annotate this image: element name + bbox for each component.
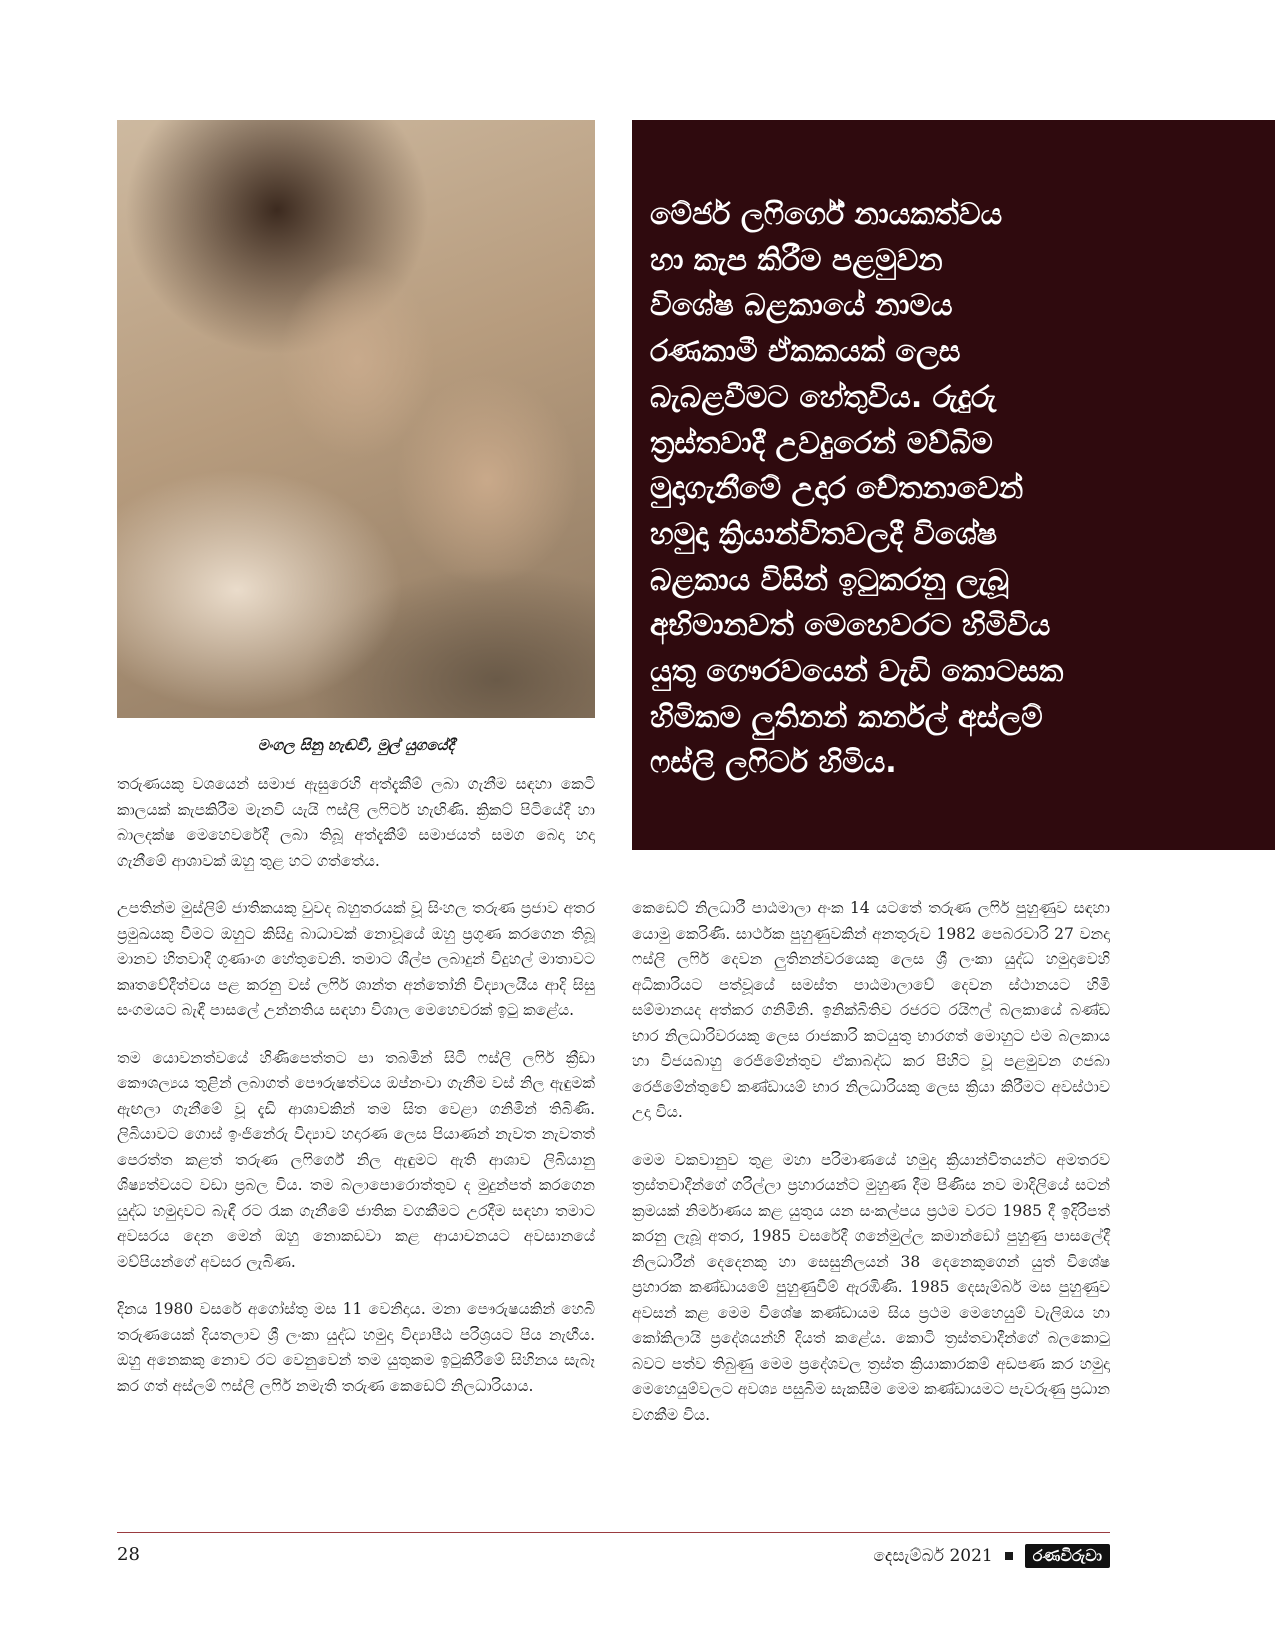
square-bullet-icon <box>1005 1552 1013 1560</box>
magazine-logo: රණවිරුවා <box>1025 1544 1110 1568</box>
photo-caption: මංගල සිනු හැඬවී, මුල් යුගයේදී <box>257 736 455 754</box>
pull-quote-box <box>632 120 1275 850</box>
footer-issue <box>873 1544 1110 1568</box>
paragraph: කෙඩෙට් නිලධාරී පාඨමාලා අංක 14 යටතේ තරුණ ලෆිර් පුහුණුව සඳහා යොමු කෙරිණි. සාර්ථක පුහුණුවකින් අනතුරුව 1982 පෙබරවාරි 27 වනදා ෆස්ලි ලෆිර් දෙවන ලුතිනන්වරයෙකු ලෙස ශ්‍රී ලංකා යුද්ධ හමුදාවෙහි අධිකාරියට පත්වූයේ සමස්ත පාඨමාලාවේ දෙවන ස්ථානයට හිමි සම්මානයද අත්කර ගනිමිනි. ඉනික්බිතිව රජරට රයිෆල් බලකායේ බණ්ඩ භාර නිලධාරිවරයකු ලෙස රාජකාරි කටයුතු භාරගත් මොහුට එම බලකාය හා විජයබාහු රෙජිමේන්තුව ඒකාබද්ධ කර පිහිට වූ පළමුවන ගජබා රෙජිමේන්තුවේ කණ්ඩායම් භාර නිලධාරියකු ලෙස ක්‍රියා කිරීමට අවස්ථාව උදා විය. <box>632 899 1110 1121</box>
right-column <box>632 896 1110 1450</box>
issue-date: දෙසැම්බර් 2021 <box>873 1546 993 1566</box>
paragraph: තරුණයකු වශයෙන් සමාජ ඇසුරෙහි අත්දැකීම් ලබා ගැනීම සඳහා කෙටි කාලයක් කැපකිරීම මැනවි යැයි ෆස්ලි ලෆිර්ට හැඟිණි. ක්‍රිකට් පිටියේදී හා බාලදක්ෂ මෙහෙවරේදී ලබා තිබූ අත්දැකීම් සමාජයත් සමග බෙදා හදා ගැනීමේ ආශාවක් ඔහු තුළ හට ගත්තේය. <box>117 775 595 870</box>
paragraph: උපතින්ම මුස්ලිම් ජාතිකයකු වුවද බහුතරයක් වූ සිංහල තරුණ ප්‍රජාව අතර ප්‍රමුඛයකු වීමට ඔහුට කිසිදු බාධාවක් නොවූයේ ඔහු ප්‍රගුණ කරගෙන තිබූ මානව හිතවාදී ගුණාංග හේතුවෙනි. තමාට ශිල්ප ලබාදුන් විදුහල් මාතාවට කෘතවේදීත්වය පළ කරනු වස් ලෆිර් ශාන්ත අන්තෝනි විද්‍යාලයීය ආදි සිසු සංගමයට බැඳී පාසලේ උන්නතිය සඳහා විශාල මෙහෙවරක් ඉටු කළේය. <box>117 899 595 1019</box>
footer-rule <box>117 1532 1110 1533</box>
couple-photo <box>117 120 595 718</box>
page-number: 28 <box>117 1544 140 1565</box>
paragraph: තම යොවනත්වයේ හිණිපෙත්තට පා තබමින් සිටි ෆස්ලි ලෆිර් ක්‍රීඩා කෞශල්‍යය තුළින් ලබාගත් පෞරුෂත්වය ඔප්නංවා ගැනීම වස් නිල ඇඳුමක් ඇඟලා ගැනීමේ වූ දැඩි ආශාවකින් තම සිත වෙළා ගනිමින් තිබිණි. ලිබියාවට ගොස් ඉංජිනේරු විද්‍යාව හදාරණ ලෙස පියාණන් නැවත නැවතත් පෙරත්ත කළත් තරුණ ලෆිර්ගේ නිල ඇඳුමට ඇති ආශාව ලිබියානු ශිෂ්‍යත්වයට වඩා ප්‍රබල විය. තම බලාපොරොත්තුව ද මුදුන්පත් කරගෙන යුද්ධ හමුදාවට බැඳී රට රැක ගැනීමේ ජාතික වගකීමට උරදීම සඳහා තමාට අවසරය දෙන මෙන් ඔහු නොකඩවා කළ ආයාචනයට අවසානයේ මව්පියන්ගේ අවසර ලැබිණ. <box>117 1048 595 1271</box>
paragraph: දිනය 1980 වසරේ අගෝස්තු මස 11 වෙනිදාය. මනා පෞරුෂයකින් හෙබි තරුණයෙක් දියතලාව ශ්‍රී ලංකා යුද්ධ හමුදා විද්‍යාපීඨ පරිශ්‍රයට පිය නැඟීය. ඔහු අනෙකකු නොව රට වෙනුවෙන් තම යුතුකම ඉටුකිරීමේ සිහිනය සැබෑ කර ගත් අස්ලම් ෆස්ලි ලෆිර් නමැති තරුණ කෙඩෙට් නිලධාරියාය. <box>117 1300 595 1395</box>
pull-quote-text: මේජර් ලෆිර්ගේ නායකත්වය හා කැප කිරීම පළමුවන විශේෂ බළකායේ නාමය රණකාමී ඒකකයක් ලෙස බැබළවීමට හේතුවිය. රුදුරු ත්‍රස්තවාදී උවදුරෙන් මව්බිම මුදාගැනීමේ උදාර චේතනාවෙන් හමුදා ක්‍රියාන්විතවලදී විශේෂ බළකාය විසින් ඉටුකරනු ලැබූ අභිමානවත් මෙහෙවරට හිමිවිය යුතු ගෞරවයෙන් වැඩි කොටසක හිමිකම ලුතිනන් කර්නල් අස්ලම් ෆස්ලි ලෆිර්ට හිමිය. <box>650 197 1064 781</box>
left-column <box>117 772 595 1421</box>
paragraph: මෙම වකවානුව තුළ මහා පරිමාණයේ හමුදා ක්‍රියාන්විතයන්ට අමතරව ත්‍රස්තවාදීන්ගේ ගරිල්ලා ප්‍රහාරයන්ට මුහුණ දීම පිණිස නව මාදිලියේ සටන් ක්‍රමයක් නිර්මාණය කළ යුතුය යන සංකල්පය ප්‍රථම වරට 1985 දී ඉදිරිපත් කරනු ලැබූ අතර, 1985 වසරේදී ගනේමුල්ල කමාන්ඩෝ පුහුණු පාසලේදී නිලධාරීන් දෙදෙනකු හා සෙසුනිලයන් 38 දෙනෙකුගෙන් යුත් විශේෂ ප්‍රහාරක කණ්ඩායමේ පුහුණුවීම් ඇරඹිණි. 1985 දෙසැම්බර් මස පුහුණුව අවසන් කළ මෙම විශේෂ කණ්ඩායම සිය ප්‍රථම මෙහෙයුම් වැලිඔය හා කෝකිලායි ප්‍රදේශයන්හි දියත් කළේය. කොටි ත්‍රස්තවාදීන්ගේ බලකොටු බවට පත්ව තිබුණු මෙම ප්‍රදේශවල ත්‍රස්ත ක්‍රියාකාරකම් අඩපණ කර හමුදා මෙහෙයුම්වලට අවශ්‍ය පසුබිම සැකසීම මෙම කණ්ඩායමට පැවරුණු ප්‍රධාන වගකීම විය. <box>632 1150 1110 1424</box>
